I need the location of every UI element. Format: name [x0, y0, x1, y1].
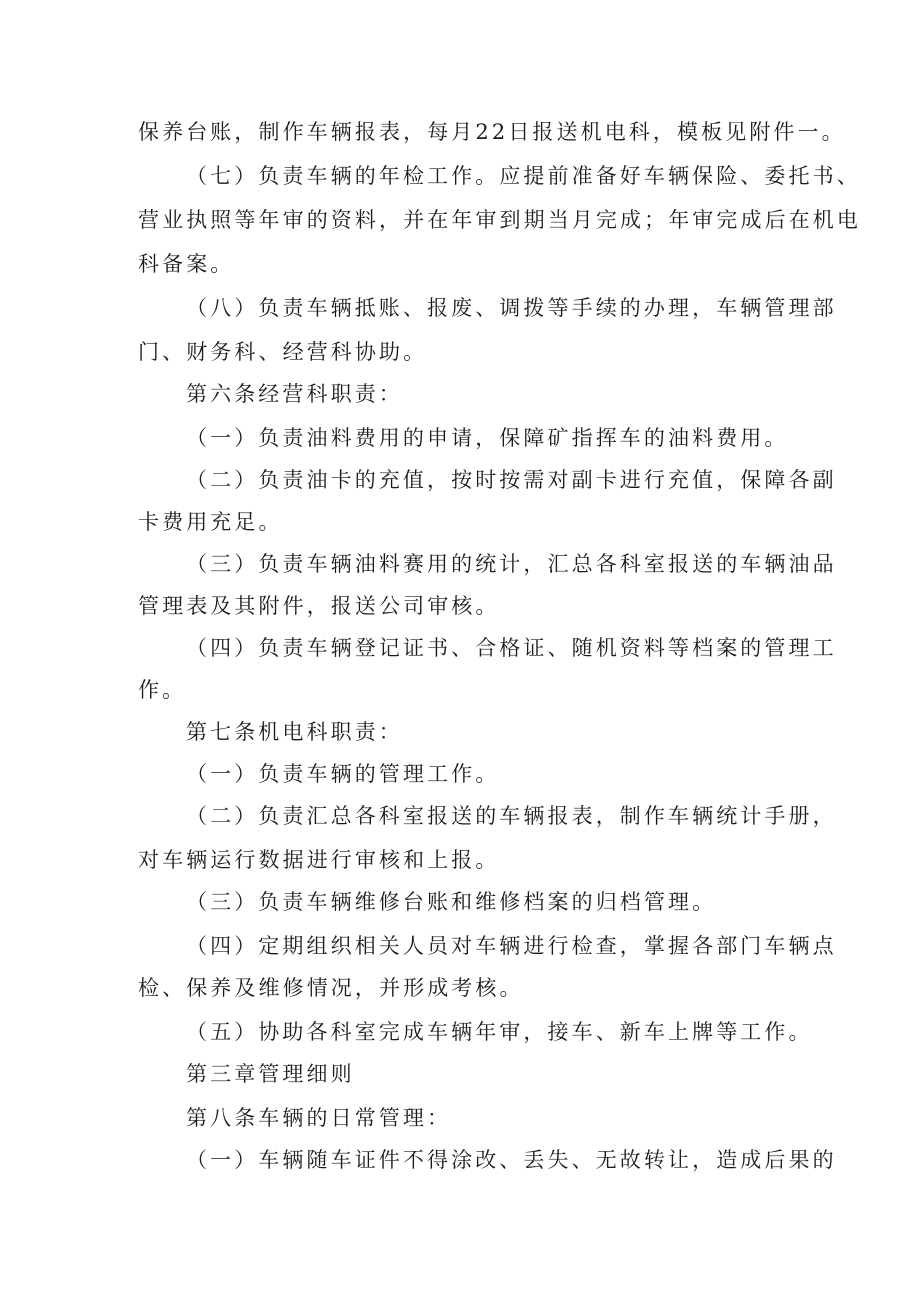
text-line: （四）定期组织相关人员对车辆进行检查，掌握各部门车辆点	[186, 934, 837, 958]
text-line: 科备案。	[138, 252, 235, 276]
section-heading: 第七条机电科职责：	[186, 720, 403, 744]
section-heading: 第六条经营科职责：	[186, 382, 403, 406]
text-line: 营业执照等年审的资料，并在年审到期当月完成；年审完成后在机电	[138, 208, 861, 232]
section-heading: 第八条车辆的日常管理：	[186, 1106, 452, 1130]
text-line: （三）负责车辆维修台账和维修档案的归档管理。	[186, 890, 717, 914]
text-line: （二）负责油卡的充值，按时按需对副卡进行充值，保障各副	[186, 468, 837, 492]
text-line: （七）负责车辆的年检工作。应提前准备好车辆保险、委托书、	[186, 164, 861, 188]
text-line: 检、保养及维修情况，并形成考核。	[138, 976, 524, 1000]
text-line: 门、财务科、经营科协助。	[138, 340, 428, 364]
chapter-heading: 第三章管理细则	[186, 1062, 355, 1086]
text-line: 对车辆运行数据进行审核和上报。	[138, 848, 500, 872]
text-line: （四）负责车辆登记证书、合格证、随机资料等档案的管理工	[186, 636, 837, 660]
text-line: （一）负责油料费用的申请，保障矿指挥车的油料费用。	[186, 426, 789, 450]
text-line: 作。	[138, 678, 187, 702]
text-line: 管理表及其附件，报送公司审核。	[138, 594, 500, 618]
text-line: （二）负责汇总各科室报送的车辆报表，制作车辆统计手册，	[186, 804, 837, 828]
text-line: （三）负责车辆油料赛用的统计，汇总各科室报送的车辆油品	[186, 552, 837, 576]
text-line: 卡费用充足。	[138, 510, 283, 534]
text-line: （一）负责车辆的管理工作。	[186, 762, 500, 786]
text-line: （五）协助各科室完成车辆年审，接车、新车上牌等工作。	[186, 1020, 813, 1044]
text-line: 保养台账，制作车辆报表，每月22日报送机电科，模板见附件一。	[138, 120, 846, 144]
text-line: （一）车辆随车证件不得涂改、丢失、无故转让，造成后果的	[186, 1148, 837, 1172]
text-line: （八）负责车辆抵账、报废、调拨等手续的办理，车辆管理部	[186, 296, 837, 320]
